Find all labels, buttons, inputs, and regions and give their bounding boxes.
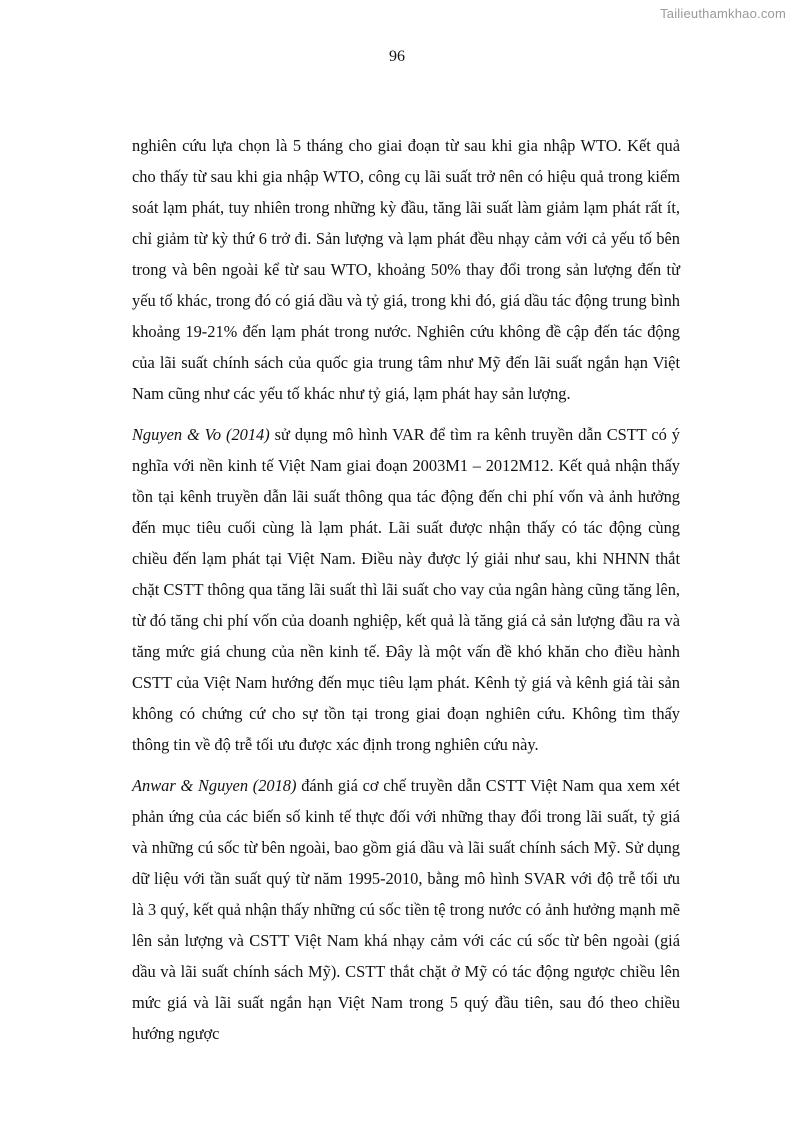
paragraph-2 bbox=[132, 419, 680, 760]
paragraph-3 bbox=[132, 770, 680, 1049]
watermark-text: Tailieuthamkhao.com bbox=[660, 6, 786, 21]
paragraph-3-citation: Anwar & Nguyen (2018) bbox=[132, 776, 297, 795]
paragraph-1 bbox=[132, 130, 680, 409]
paragraph-3-text: đánh giá cơ chế truyền dẫn CSTT Việt Nam qua xem xét phản ứng của các biến số kinh tế thực đối với những thay đổi trong lãi suất, tỷ giá và những cú sốc từ bên ngoài, bao gồm giá dầu và lãi suất chính sách Mỹ. Sử dụng dữ liệu với tần suất quý từ năm 1995-2010, bằng mô hình SVAR với độ trễ tối ưu là 3 quý, kết quả nhận thấy những cú sốc tiền tệ trong nước có ảnh hưởng mạnh mẽ lên sản lượng và CSTT Việt Nam khá nhạy cảm với các cú sốc từ bên ngoài (giá dầu và lãi suất chính sách Mỹ). CSTT thắt chặt ở Mỹ có tác động ngược chiều lên mức giá và lãi suất ngắn hạn Việt Nam trong 5 quý đầu tiên, sau đó theo chiều hướng ngược bbox=[132, 776, 680, 1043]
page-number: 96 bbox=[389, 48, 405, 65]
document-body bbox=[132, 130, 680, 1059]
paragraph-1-text: nghiên cứu lựa chọn là 5 tháng cho giai đoạn từ sau khi gia nhập WTO. Kết quả cho thấy từ sau khi gia nhập WTO, công cụ lãi suất trở nên có hiệu quả trong kiểm soát lạm phát, tuy nhiên trong những kỳ đầu, tăng lãi suất làm giảm lạm phát rất ít, chỉ giảm từ kỳ thứ 6 trở đi. Sản lượng và lạm phát đều nhạy cảm với cả yếu tố bên trong và bên ngoài kể từ sau WTO, khoảng 50% thay đổi trong sản lượng đến từ yếu tố khác, trong đó có giá dầu và tỷ giá, trong khi đó, giá dầu tác động trung bình khoảng 19-21% đến lạm phát trong nước. Nghiên cứu không đề cập đến tác động của lãi suất chính sách của quốc gia trung tâm như Mỹ đến lãi suất ngắn hạn Việt Nam cũng như các yếu tố khác như tỷ giá, lạm phát hay sản lượng. bbox=[132, 136, 680, 403]
paragraph-2-text: sử dụng mô hình VAR để tìm ra kênh truyền dẫn CSTT có ý nghĩa với nền kinh tế Việt Nam giai đoạn 2003M1 – 2012M12. Kết quả nhận thấy tồn tại kênh truyền dẫn lãi suất thông qua tác động đến chi phí vốn và ảnh hưởng đến mục tiêu cuối cùng là lạm phát. Lãi suất được nhận thấy có tác động cùng chiều đến lạm phát tại Việt Nam. Điều này được lý giải như sau, khi NHNN thắt chặt CSTT thông qua tăng lãi suất thì lãi suất cho vay của ngân hàng cũng tăng lên, từ đó tăng chi phí vốn của doanh nghiệp, kết quả là tăng giá cả sản lượng đầu ra và tăng mức giá chung của nền kinh tế. Đây là một vấn đề khó khăn cho điều hành CSTT của Việt Nam hướng đến mục tiêu lạm phát. Kênh tỷ giá và kênh giá tài sản không có chứng cứ cho sự tồn tại trong giai đoạn nghiên cứu. Không tìm thấy thông tin về độ trễ tối ưu được xác định trong nghiên cứu này. bbox=[132, 425, 681, 754]
paragraph-2-citation: Nguyen & Vo (2014) bbox=[132, 425, 270, 444]
